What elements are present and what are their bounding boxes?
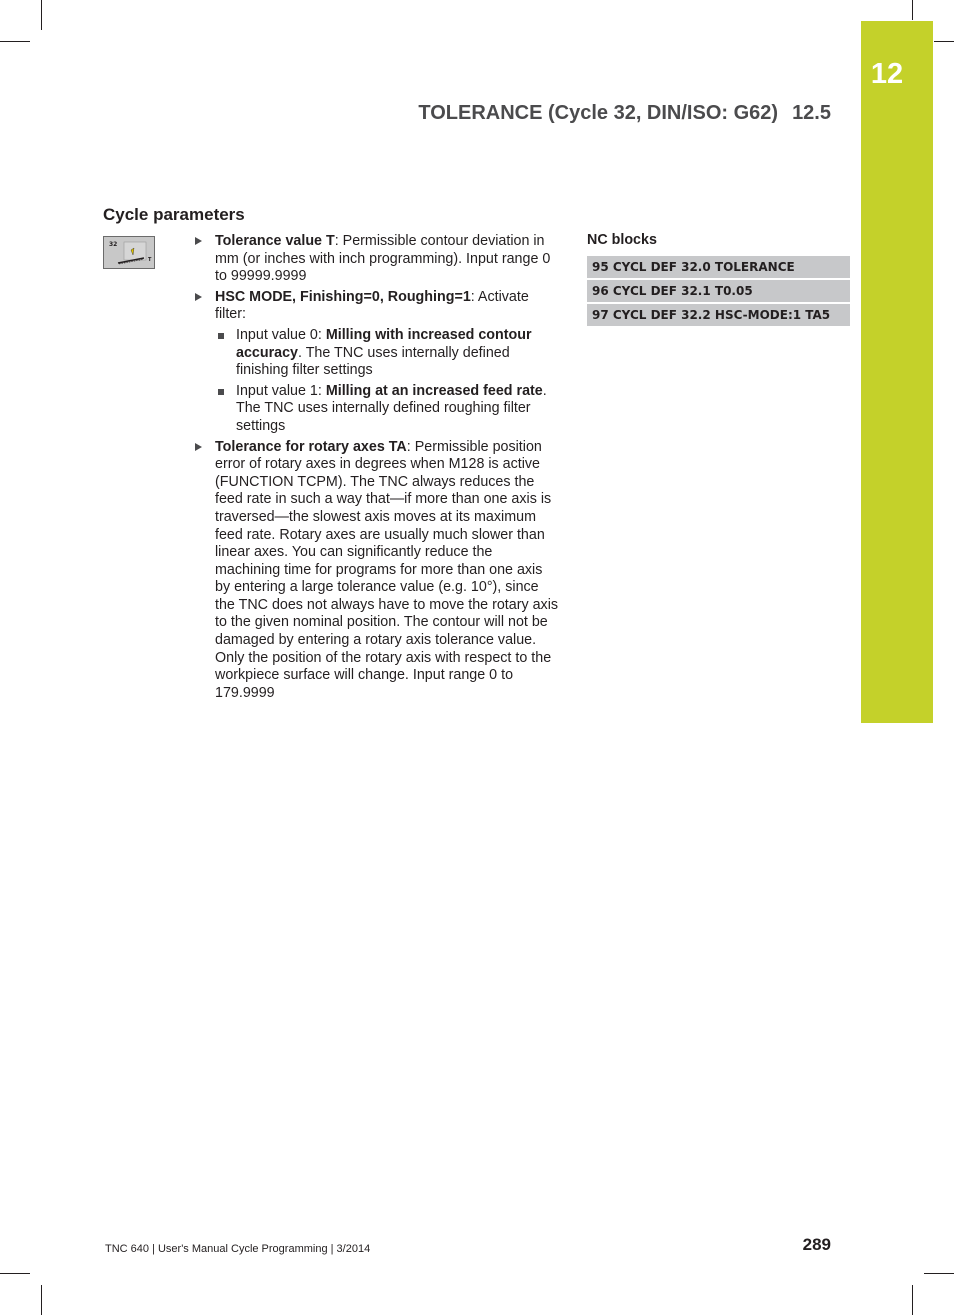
triangle-bullet-icon — [195, 293, 202, 301]
triangle-bullet-icon — [195, 237, 202, 245]
crop-mark — [41, 0, 42, 30]
chapter-number: 12 — [870, 58, 904, 90]
square-bullet-icon — [218, 389, 224, 395]
softkey-axis-letter: T — [148, 257, 152, 263]
crop-mark — [912, 1285, 913, 1315]
header-section-number: 12.5 — [792, 102, 831, 124]
cycle-32-softkey-icon — [103, 236, 155, 269]
option-finishing — [215, 327, 560, 380]
chapter-tab — [861, 21, 933, 723]
cycle-parameters-list — [195, 233, 560, 705]
nc-blocks-table — [587, 256, 850, 328]
nc-block-row: 97 CYCL DEF 32.2 HSC-MODE:1 TA5 — [587, 304, 850, 326]
crop-mark — [924, 1273, 954, 1274]
param-description: : Activate filter: — [215, 288, 529, 323]
nc-block-row: 96 CYCL DEF 32.1 T0.05 — [587, 280, 850, 302]
crop-mark — [912, 0, 913, 20]
crop-mark — [0, 41, 30, 42]
param-description: : Permissible position error of rotary axes in degrees when M128 is active (FUNCTION TCPM). The TNC always reduces the feed rate in such a way that—if more than one axis is traversed—the slowest axis moves at its maximum feed rate. Rotary axes are usually much slower than linear axes. You can significantly reduce the machining time for programs for more than one axis by entering a large tolerance value (e.g. 10°), since the TNC does not always have to move the rotary axis to the given nominal position. The contour will not be damaged by entering a rotary axis tolerance value. Only the position of the rotary axis with respect to the workpiece surface will change. Input range 0 to 179.9999 — [215, 438, 559, 701]
param-name: Tolerance value T — [215, 233, 335, 249]
softkey-graphic — [104, 237, 154, 268]
header-title: TOLERANCE (Cycle 32, DIN/ISO: G62) — [418, 102, 779, 124]
param-name: Tolerance for rotary axes TA — [215, 438, 407, 455]
section-title: Cycle parameters — [103, 205, 245, 224]
option-label: Milling with increased contour accuracy — [236, 326, 532, 361]
param-hsc-mode — [195, 289, 560, 436]
crop-mark — [0, 1273, 30, 1274]
square-bullet-icon — [218, 333, 224, 339]
footer-text: TNC 640 | User's Manual Cycle Programming | 3/2014 — [105, 1243, 371, 1255]
softkey-cycle-number: 32 — [109, 241, 118, 248]
option-label: Milling at an increased feed rate — [325, 382, 543, 399]
param-tolerance-value — [195, 233, 560, 286]
triangle-bullet-icon — [195, 443, 202, 451]
param-rotary-tolerance — [195, 439, 560, 703]
option-description: . The TNC uses internally defined finishing filter settings — [236, 344, 510, 379]
option-description: . The TNC uses internally defined roughing filter settings — [236, 382, 547, 434]
option-prefix: Input value 0: — [236, 326, 326, 343]
param-name: HSC MODE, Finishing=0, Roughing=1 — [215, 288, 471, 305]
crop-mark — [41, 1285, 42, 1315]
nc-block-row: 95 CYCL DEF 32.0 TOLERANCE — [587, 256, 850, 278]
page-header — [300, 102, 831, 125]
option-prefix: Input value 1: — [236, 382, 326, 399]
nc-blocks-title: NC blocks — [587, 232, 657, 248]
page-number: 289 — [802, 1235, 831, 1254]
crop-mark — [934, 41, 954, 42]
param-description: : Permissible contour deviation in mm (or inches with inch programming). Input range 0 to 99999.9999 — [215, 233, 551, 285]
option-roughing — [215, 383, 560, 436]
